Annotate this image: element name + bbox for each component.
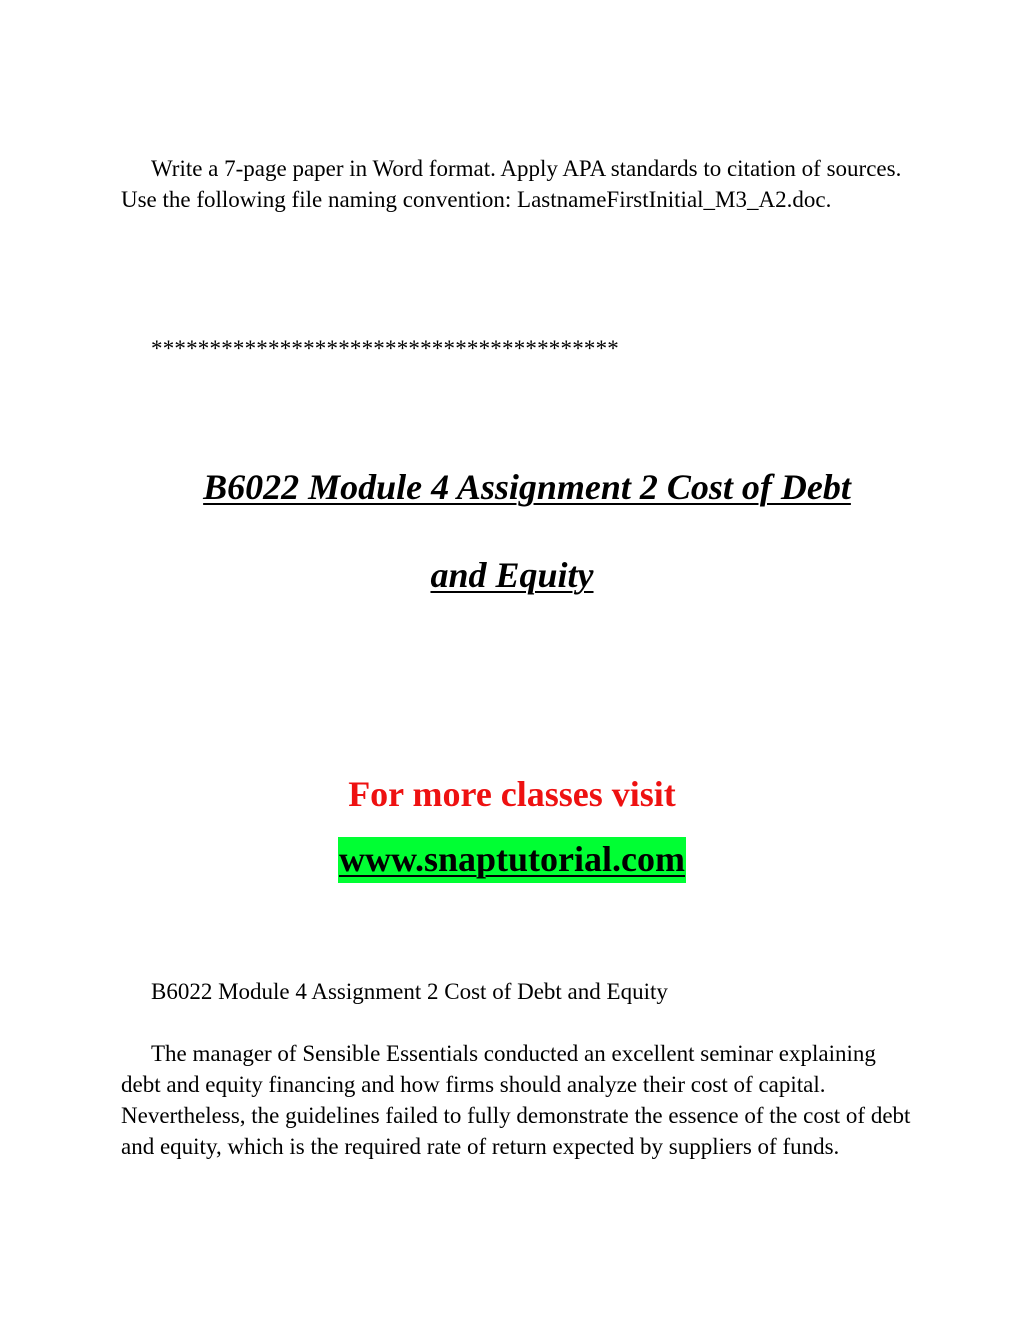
promo-link-container bbox=[0, 838, 1024, 880]
document-title-line-1: B6022 Module 4 Assignment 2 Cost of Debt bbox=[203, 467, 851, 507]
promo-link[interactable]: www.snaptutorial.com bbox=[338, 837, 686, 883]
document-title-line-2: and Equity bbox=[430, 555, 594, 595]
intro-paragraph: Write a 7-page paper in Word format. Apply APA standards to citation of sources. Use the following file naming convention: LastnameFirstInitial_M3_A2.doc. bbox=[121, 156, 902, 212]
body-paragraph: The manager of Sensible Essentials conducted an excellent seminar explaining debt and equity financing and how firms should analyze their cost of capital. Nevertheless, the guidelines failed to fully demonstrate the essence of the cost of debt and equity, which is the required rate of return expected by suppliers of funds. bbox=[121, 1041, 911, 1159]
promo-heading: For more classes visit bbox=[348, 774, 676, 814]
asterisk-separator: **************************************** bbox=[151, 336, 619, 361]
assignment-subtitle: B6022 Module 4 Assignment 2 Cost of Debt and Equity bbox=[151, 979, 668, 1004]
